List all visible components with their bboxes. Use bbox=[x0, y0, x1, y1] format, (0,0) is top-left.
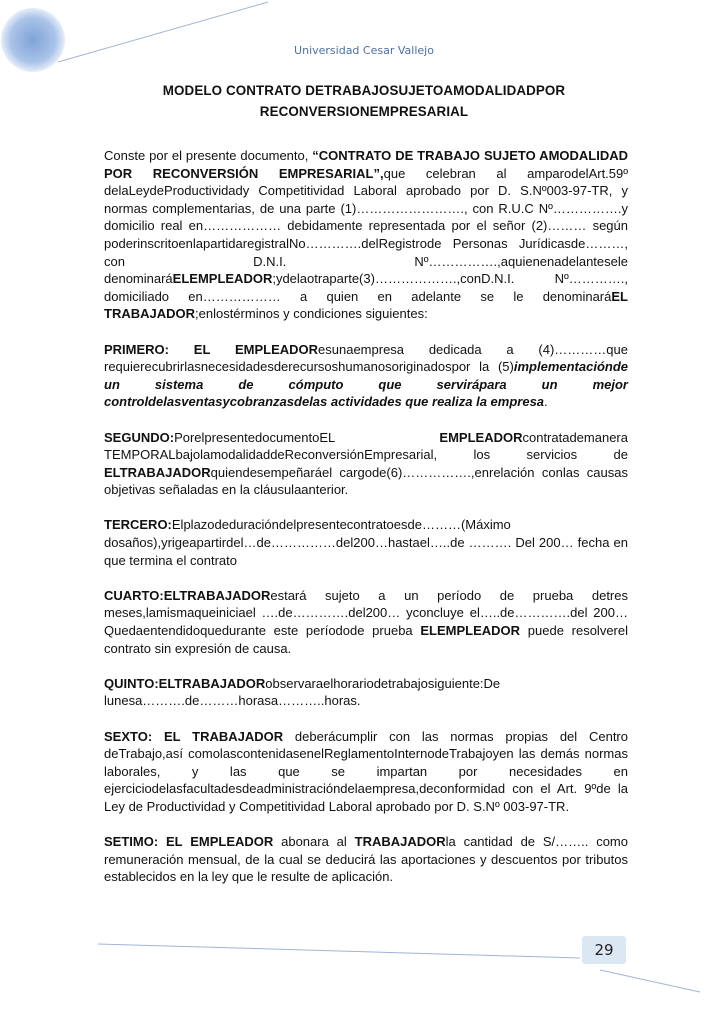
page-number: 29 bbox=[582, 936, 626, 964]
contract-body bbox=[104, 147, 628, 904]
employer-term: EMPLEADOR bbox=[439, 429, 523, 445]
employer-term: ELEMPLEADOR bbox=[420, 623, 521, 639]
clause-sexto bbox=[104, 728, 628, 816]
intro-text-3: ;ydelaotraparte(3)……………….,conD.N.I. Nº…………., domiciliado en……………… a quien en adelante se le denominará bbox=[104, 271, 628, 304]
clause-text: deberácumplir con las normas propias del Centro deTrabajo,así comolascontenidasenelReglamentoInternodeTrabajoyen las demás normas laborales, y las que se impartan por necesidades en ejerciciodelasfacultadesdeadministracióndelaempresa,deconformidad con el Art. 9ºde la Ley de Productividad y Competitividad Laboral aprobado por D. S.Nº 003-97-TR. bbox=[104, 728, 628, 814]
running-header: Universidad Cesar Vallejo bbox=[294, 44, 434, 57]
clause-tercero bbox=[104, 516, 628, 569]
clause-quinto bbox=[104, 675, 628, 710]
intro-text: Conste por el presente documento, bbox=[104, 148, 313, 163]
intro-text-2: que celebran al amparodelArt.59º delaLeydeProductividady Competitividad Laboral aprobado por D. S.Nº003-97-TR, y normas complementarias, de una parte (1)……………………., con R.U.C Nº…………….y domicilio real en……………… debidamente representada por el señor (2)……… según poderinscritoenlapartidaregistralNo………….delRegistrode Personas Jurídicasde………, con D.N.I. Nº…………….,aquienenadelantesele denominará bbox=[104, 165, 628, 287]
title-line-1: MODELO CONTRATO DETRABAJOSUJETOAMODALIDADPOR bbox=[162, 83, 566, 98]
footer-rule-lower bbox=[600, 970, 700, 992]
intro-text-4: ;enlostérminos y condiciones siguientes: bbox=[195, 306, 428, 322]
intro-paragraph bbox=[104, 147, 628, 323]
title-line-2: RECONVERSIONEMPRESARIAL bbox=[259, 104, 469, 119]
header-circle-ornament bbox=[1, 8, 65, 72]
clause-emphasis: implementaciónde un sistema de cómputo que servirápara un mejor controldelasventasycobranzasdelas actividades que realiza la empresa bbox=[104, 359, 628, 410]
clause-heading: SEXTO: EL TRABAJADOR bbox=[104, 728, 284, 744]
contract-name: “CONTRATO DE TRABAJO SUJETO AMODALIDAD POR RECONVERSIÓN EMPRESARIAL”, bbox=[104, 148, 629, 181]
clause-text-2: puede resolverel contrato sin expresión de causa. bbox=[104, 623, 628, 656]
worker-term: TRABAJADOR bbox=[354, 834, 446, 850]
clause-heading: SEGUNDO: bbox=[104, 429, 175, 445]
clause-text-2: contratademanera TEMPORALbajolamodalidaddeReconversiónEmpresarial, los servicios de bbox=[104, 429, 628, 463]
clause-text-end: . bbox=[544, 394, 548, 410]
clause-setimo bbox=[104, 833, 628, 886]
clause-text: observaraelhorariodetrabajosiguiente:De lunesa……….de………horasa………..horas. bbox=[104, 675, 501, 709]
clause-text: esunaempresa dedicada a (4)…………que requierecubrirlasnecesidadesderecursoshumanosoriginadospor la (5) bbox=[104, 341, 628, 375]
clause-primero bbox=[104, 341, 628, 411]
clause-text: Elplazodeduracióndelpresentecontratoesde………(Máximo dosaños),yrigeapartirdel…de……………del200…hastael…..de ………. Del 200… fecha en que termina el contrato bbox=[104, 517, 628, 568]
clause-heading: TERCERO: bbox=[104, 517, 172, 533]
clause-heading: PRIMERO: EL EMPLEADOR bbox=[104, 341, 319, 357]
clause-text: PorelpresentedocumentoEL bbox=[174, 429, 440, 445]
worker-term: EL TRABAJADOR bbox=[104, 288, 628, 322]
clause-text: estará sujeto a un período de prueba detres meses,lamismaqueiniciael ….de………….del200… yconcluye el…..de………….del 200…Quedaentendidoquedurante este períodode prueba bbox=[104, 587, 628, 639]
clause-text: abonara al bbox=[273, 834, 355, 850]
clause-segundo bbox=[104, 429, 628, 499]
clause-heading: QUINTO:ELTRABAJADOR bbox=[104, 675, 266, 691]
clause-cuarto bbox=[104, 587, 628, 657]
worker-term: ELTRABAJADOR bbox=[104, 464, 211, 480]
clause-heading: CUARTO:ELTRABAJADOR bbox=[104, 587, 271, 603]
employer-term: ELEMPLEADOR bbox=[172, 271, 273, 287]
clause-heading: SETIMO: EL EMPLEADOR bbox=[104, 834, 274, 850]
document-title bbox=[104, 80, 624, 122]
clause-text-2: la cantidad de S/…….. como remuneración mensual, de la cual se deducirá las aportaciones y descuentos por tributos establecidos en la ley que le resulte de aplicación. bbox=[104, 834, 628, 885]
footer-rule bbox=[98, 944, 580, 958]
clause-text-3: quiendesempeñaráel cargode(6)…………….,enrelación conlas causas objetivas señaladas en la cláusulaanterior. bbox=[104, 464, 628, 498]
